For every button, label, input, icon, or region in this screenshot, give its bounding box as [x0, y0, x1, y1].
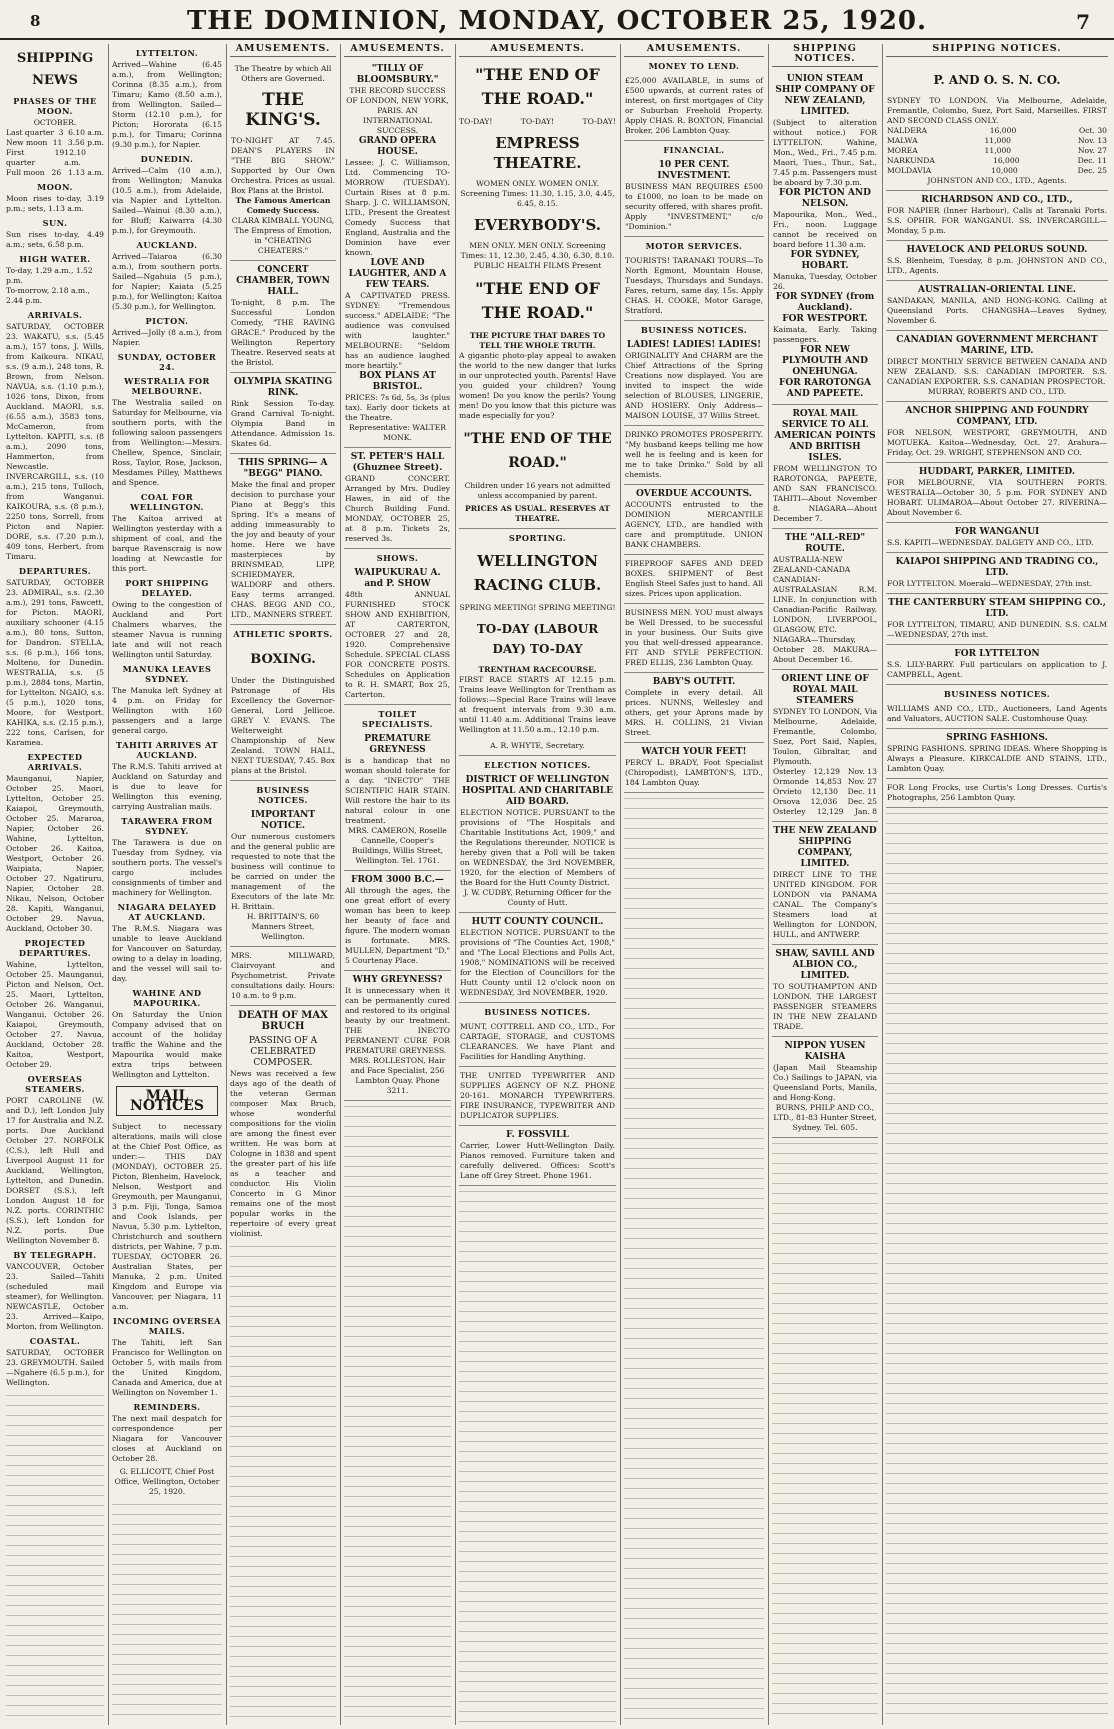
prices-line: PRICES AS USUAL. RESERVES AT THEATRE. [459, 501, 616, 529]
po-company-ad: P. AND O. S. N. CO. SYDNEY TO LONDON. Via Melbourne, Adelaide, Fremantle, Colombo, Suez, Port Said, Marseilles. FIRST AND SECOND CLASS ONLY. NALDERA 16,000 Oct. 30 MALWA 11,000 Nov. 13 MOREA 11,000 Nov. 27 NARKUNDA 16,000 Dec. 11 MOLDAVIA 10,000 Dec. 25 JOHNSTON AND CO., LTD., Agents. [886, 61, 1108, 191]
sunday-title: SUNDAY, OCTOBER 24. [117, 352, 217, 372]
nippon-yusen-ad: NIPPON YUSEN KAISHA (Japan Mail Steamship Co.) Sailings to JAPAN, via Queensland Ports, Manila, and Hong-Kong. BURNS, PHILP AND CO., LTD., 81-83 Hunter Street, Sydney. Tel. 605. [772, 1038, 878, 1138]
shows-heading: SHOWS. [376, 553, 419, 563]
tours-ad: TOURISTS! TARANAKI TOURS—To North Egmont, Mountain House, Tuesdays, Thursdays and Sundays. Fares, return, same day, 15s. Apply CHAS. H. COOKE, Motor Garage, Stratford. [624, 253, 764, 321]
typewriter-ad: THE UNITED TYPEWRITER AND SUPPLIES AGENCY OF N.Z. PHONE 20-161. MONARCH TYPEWRITERS. FIRE INSURANCE, TYPEWRITER AND DUPLICATOR SUPPLIES. [459, 1068, 616, 1126]
racing-meeting: SPRING MEETING! SPRING MEETING! [459, 603, 616, 612]
telegraph-text: VANCOUVER, October 23. Sailed—Tahiti (scheduled mail steamer), for Wellington. NEWCASTLE, October 23. Arrived—Kaipo, Morton, from Wellington. [6, 1262, 104, 1331]
money-to-lend-ad: £25,000 AVAILABLE, in sums of £500 upwards, at current rates of interest, on first mortgages of City or Suburban Freehold Property. Apply CHAS. R. BOXTON, Financial Broker, 206 Lambton Quay. [624, 73, 764, 141]
wanganui-ad: FOR WANGANUI S.S. KAPITI—WEDNESDAY. DALGETY AND CO., LTD. [886, 524, 1108, 553]
arrivals-title: ARRIVALS. [27, 310, 83, 320]
business-notices-heading: BUSINESS NOTICES. [640, 325, 748, 335]
fine-print-filler [112, 1500, 222, 1723]
high-water-title: HIGH WATER. [19, 254, 91, 264]
overseas-steamers-title: OVERSEAS STEAMERS. [25, 1074, 85, 1094]
drinko-ad: DRINKO PROMOTES PROSPERITY. "My husband keeps telling me how well he is feeling and is keen for me to take Drinko." Sold by all chemists. [624, 427, 764, 485]
tailor-ad: BUSINESS MEN. YOU must always be Well Dressed, to be successful in your business. Our Suits give you that well-dressed appearance. FIT AND STYLE PERFECTION. FRED ELLIS, 236 Lambton Quay. [624, 605, 764, 673]
wahine-text: On Saturday the Union Company advised that on account of the holiday traffic the Wahine and the Mapourika would make extra trips between Wellington and Lyttelton. [112, 1010, 222, 1079]
column-money-business [624, 44, 764, 1723]
max-bruch-article: News was received a few days ago of the death of the veteran German composer Max Bruch, whose wonderful compositions for the violin are among the finest ever written. He was born at Cologne in 1838 and spent the greater part of his life as a teacher and conductor. His Violin Concerto in G Minor remains one of the most popular works in the repertoire of every great violinist. [230, 1069, 336, 1238]
lyttelton-text: Arrived—Wahine (6.45 a.m.), from Wellington; Corinna (8.35 a.m.), from Timaru; Kamo (8.50 a.m.), from Wellington. Sailed—Storm (12.10 p.m.), for Picton; Hororata (6.15 p.m.), for Timaru; Corinna (9.30 p.m.), for Napier. [112, 60, 222, 149]
orient-row: Osterley 12,129 Nov. 13 [773, 767, 877, 776]
sun-text: Sun rises to-day, 4.49 a.m.; sets, 6.58 p.m. [6, 230, 104, 249]
business-notices-heading: BUSINESS NOTICES. [943, 689, 1051, 699]
po-row: MALWA 11,000 Nov. 13 [887, 136, 1107, 145]
kings-theatre-ad: The Theatre by which All Others are Governed. THE KING'S. TO-NIGHT AT 7.45. DEAN'S PLAYERS IN "THE BIG SHOW." Supported by Our Own Orchestra. Prices as usual. Box Plans at the Bristol. The Famous American Comedy Success. CLARA KIMBALL YOUNG, The Empress of Emotion, in "CHEATING CHEATERS." [230, 61, 336, 261]
today-row: TO-DAY! TO-DAY! TO-DAY! [459, 117, 616, 126]
tahiti-text: The R.M.S. Tahiti arrived at Auckland on Saturday and is due to leave for Wellington this evening, carrying Australian mails. [112, 762, 222, 811]
orient-row: Orsova 12,036 Dec. 25 [773, 797, 877, 806]
huddart-parker-ad: HUDDART, PARKER, LIMITED. FOR MELBOURNE, VIA SOUTHERN PORTS. WESTRALIA—October 30, 5 p.m. FOR SYDNEY AND HOBART. ULIMAROA—About October 27. RIVERINA—About November 6. [886, 464, 1108, 523]
phases-month: OCTOBER. [33, 118, 77, 127]
fine-print-filler [344, 1102, 451, 1723]
australian-oriental-ad: AUSTRALIAN-ORIENTAL LINE. SANDAKAN, MANILA, AND HONG-KONG. Calling at Queensland Ports. CHANGSHA—Leaves Sydney, November 6. [886, 282, 1108, 331]
lyttelton-title: LYTTELTON. [135, 48, 199, 58]
spring-fashions-ad: SPRING FASHIONS. SPRING FASHIONS. SPRING IDEAS. Where Shopping is Always a Pleasure. KIRKCALDIE AND STAINS, LTD., Lambton Quay. [886, 730, 1108, 779]
concert-chamber-ad: CONCERT CHAMBER, TOWN HALL. To-night, 8 p.m. The Successful London Comedy, "THE RAVING GRACE." Produced by the Wellington Repertory Theatre. Reserved seats at the Bristol. [230, 262, 336, 373]
end-of-road-text: A gigantic photo-play appeal to awaken the world to the new danger that lurks in our unprotected youth. Parents! Have you guided your children? Young women! Do you know the perils? Young men! Do you know that this picture was made especially for you? [459, 351, 616, 420]
westralia-text: The Westralia sailed on Saturday for Melbourne, via southern ports, with the following saloon passengers from Wellington:—Messrs. Chellew, Spence, Sinclair, Ross, Taylor, Rose, Jackson, Mesdames Pilley, Matthews and Spence. [112, 398, 222, 487]
canadian-government-ad: CANADIAN GOVERNMENT MERCHANT MARINE, LTD. DIRECT MONTHLY SERVICE BETWEEN CANADA AND NEW ZEALAND. S.S. CANADIAN IMPORTER. S.S. CANADIAN EXPORTER. S.S. CANADIAN PROSPECTOR. MURRAY, ROBERTS AND CO., LTD. [886, 332, 1108, 402]
arrivals-text: SATURDAY, OCTOBER 23. WAKATU, s.s. (5.45 a.m.), 157 tons, J. Wills, from Kaikoura. NIKAU, s.s. (9 a.m.), 248 tons, R. Brown, from Nelson. NAVUA, s.s. (1.10 p.m.), 1026 tons, Dixon, from Auckland. MAORI, s.s. (6.55 a.m.), 3583 tons, McCameron, from Lyttelton. KAPITI, s.s. (8 a.m.), 2090 tons, Hammerton, from Newcastle. INVERCARGILL, s.s. (10 a.m.), 215 tons, Tulloch, from Wanganui. KAIKOURA, s.s. (8 p.m.), 2250 tons, Sorrell, from Picton and Napier. DORE, s.s. (7.20 p.m.), 409 tons, Herbert, from Timaru. [6, 322, 104, 561]
column-shipping-news [6, 44, 104, 1723]
niagara-title: NIAGARA DELAYED AT AUCKLAND. [117, 902, 217, 922]
fine-print-filler [459, 1187, 616, 1723]
westralia-title: WESTRALIA FOR MELBOURNE. [124, 376, 210, 396]
end-of-road-title-3: "THE END OF THE ROAD." [463, 431, 612, 471]
tarawera-text: The Tarawera is due on Tuesday from Sydney, via southern ports. The vessel's cargo includes consignments of timber and machinery for Wellington. [112, 838, 222, 897]
overseas-steamers-text: PORT CAROLINE (W. and D.), left London July 17 for Australia and N.Z. ports. Due Auckland October 27. NORFOLK (C.S.), left Hull and Liverpool August 11 for Auckland, Wellington, Lyttelton, and Dunedin. DORSET (S.S.), left London August 18 for N.Z. ports. CORINTHIC (S.S.), left London for N.Z. ports. Due Wellington November 8. [6, 1096, 104, 1245]
tahiti-title: TAHITI ARRIVES AT AUCKLAND. [116, 740, 218, 760]
everybodys-title: EVERYBODY'S. [473, 216, 602, 234]
auckland-text: Arrived—Taiaroa (6.30 a.m.), from southern ports. Sailed—Ngahuia (5 p.m.), for Napier; Kaiata (5.25 p.m.), for Wellington; Kaitoa (5.30 p.m.), for Wellington. [112, 252, 222, 311]
foot-specialist-ad: WATCH YOUR FEET! PERCY L. BRADY, Foot Specialist (Chiropodist), LAMBTON'S, LTD., 184 Lambton Quay. [624, 744, 764, 793]
phase-row: First quarter 19 12.10 a.m. [6, 148, 87, 167]
wahine-title: WAHINE AND MAPOURIKA. [132, 988, 202, 1008]
reminders-title: REMINDERS. [133, 1402, 201, 1412]
phase-row: New moon 11 3.56 p.m. [6, 138, 104, 147]
column-rule [768, 44, 769, 1725]
shipping-notices-heading: SHIPPING NOTICES. [886, 44, 1108, 57]
toilet-specialists-heading: TOILET SPECIALISTS. [361, 709, 434, 729]
coal-text: The Kaitoa arrived at Wellington yesterday with a shipment of coal, and the barque Ravenscraig is now loading at Newcastle for this port. [112, 514, 222, 573]
beauty-ad: FROM 3000 B.C.— All through the ages, the one great effort of every woman has been to keep her beauty of face and figure. The modern woman is fortunate. MRS. MULLEN, Department "D," 5 Courtenay Place. [344, 872, 451, 971]
telegraph-title: BY TELEGRAPH. [13, 1250, 97, 1260]
fine-print-filler [772, 1139, 878, 1723]
departures-text: SATURDAY, OCTOBER 23. ADMIRAL, s.s. (2.30 a.m.), 291 tons, Fawcett, for Picton. MAORI, auxiliary schooner (4.15 a.m.), 80 tons, Sutton, for Dandron. STELLA, s.s. (6 p.m.), 166 tons, Molteno, for Dunedin. WESTRALIA, s.s. (5 p.m.), 2884 tons, Martin, for Lyttelton. NGAIO, s.s. (5 p.m.), 1020 tons, Moore, for Westport. KAHIKA, s.s. (2.15 p.m.), 222 tons, Carlsen, for Karamea. [6, 578, 104, 747]
amusements-heading: AMUSEMENTS. [624, 44, 764, 57]
mail-notices-text: Subject to necessary alterations, mails will close at the Chief Post Office, as under:— THIS DAY (MONDAY), OCTOBER 25. Picton, Blenheim, Havelock, Nelson, Westport and Greymouth, per Maunganui, 3 p.m. Fiji, Tonga, Samoa and Cook Islands, per Navua, 5.30 p.m. Lyttelton, Christchurch and southern districts, per Wahine, 7 p.m. TUESDAY, OCTOBER 26. Australian States, per Manuka, 2 p.m. United Kingdom and Europe via Vancouver, per Niagara, 11 a.m. [112, 1122, 222, 1311]
phases-list [6, 128, 104, 178]
frocks-ad: FOR Long Frocks, use Curtis's Long Dresses. Curtis's Photographs, 256 Lambton Quay. [886, 780, 1108, 808]
page-number: 7 [1076, 10, 1090, 34]
important-notice-ad: IMPORTANT NOTICE. Our numerous customers and the general public are requested to note that the business will continue to be carried on under the management of the Executors of the late Mr. H. Brittain. H. BRITTAIN'S, 60 Manners Street, Wellington. [230, 807, 336, 947]
health-films-line: PUBLIC HEALTH FILMS Present [473, 261, 602, 270]
column-shipping-notices-2 [886, 44, 1108, 1723]
orient-line-ad: ORIENT LINE OF ROYAL MAIL STEAMERS SYDNEY TO LONDON, Via Melbourne, Adelaide, Fremantle, Colombo, Suez, Port Said, Naples, Toulon, Gibraltar, and Plymouth. Osterley 12,129 Nov. 13 Ormonde 14,853 Nov. 27 Orvieto 12,130 Dec. 11 Orsova 12,036 Dec. 25 Osterley 12,129 Jan. 8 [772, 671, 878, 822]
canterbury-steamship-ad: THE CANTERBURY STEAM SHIPPING CO., LTD. FOR LYTTELTON, TIMARU, AND DUNEDIN. S.S. CALM—WEDNESDAY, 27th inst. [886, 595, 1108, 645]
kings-title: THE KING'S. [245, 90, 321, 130]
begg-piano-ad: THIS SPRING— A "BEGG" PIANO. Make the final and proper decision to purchase your Piano at Begg's this Spring. It's a means of adding immeasurably to the joy and beauty of your home. Here we have masterpieces by BRINSMEAD, LIPP, SCHIEDMAYER, WALDORF and others. Easy terms arranged. CHAS. BEGG AND CO., LTD., MANNERS STREET. [230, 455, 336, 625]
end-of-road-title-2: "THE END OF THE ROAD." [475, 279, 600, 322]
manuka-text: The Manuka left Sydney at 4 p.m. on Friday for Wellington with 160 passengers and a large general cargo. [112, 686, 222, 735]
column-rule [882, 44, 883, 1725]
amusements-heading: AMUSEMENTS. [344, 44, 451, 57]
po-row: MOLDAVIA 10,000 Dec. 25 [887, 166, 1107, 175]
picton-title: PICTON. [145, 316, 189, 326]
coastal-text: SATURDAY, OCTOBER 23. GREYMOUTH. Sailed—Ngahere (6.5 p.m.), for Wellington. [6, 1348, 104, 1387]
dunedin-text: Arrived—Calm (10 a.m.), from Wellington; Manuka (10.5 a.m.), from Adelaide, via Napier and Lyttelton. Sailed—Wainui (8.30 a.m.), for Bluff; Kaiwarra (4.30 p.m.), for Greymouth. [112, 166, 222, 235]
coal-title: COAL FOR WELLINGTON. [130, 492, 204, 512]
shaw-savill-ad: SHAW, SAVILL AND ALBION CO., LIMITED. TO SOUTHAMPTON AND LONDON. THE LARGEST PASSENGER STEAMERS IN THE NEW ZEALAND TRADE. [772, 946, 878, 1037]
column-rule [620, 44, 621, 1725]
shipping-news-title: SHIPPING NEWS [16, 51, 94, 88]
amusements-heading: AMUSEMENTS. [230, 44, 336, 57]
empress-theatre-title: EMPRESS THEATRE. [493, 134, 582, 172]
nz-shipping-company-ad: THE NEW ZEALAND SHIPPING COMPANY, LIMITED. DIRECT LINE TO THE UNITED KINGDOM. FOR LONDON via PANAMA CANAL. The Company's Steamers load at Wellington for LONDON, HULL, and ANTWERP. [772, 823, 878, 945]
babys-outfit-ad: BABY'S OUTFIT. Complete in every detail. All prices. NUNNS, Wellesley and others, get your Aprons made by MRS. H. COLLINS, 21 Vivian Street. [624, 674, 764, 743]
expected-arrivals-text: Maunganui, Napier, October 25. Maori, Lyttelton, October 25. Kaiapoi, Greymouth, October 25. Mararoa, Napier, October 26. Wahine, Lyttelton, October 26. Kaitoa, Westport, October 26. Waipiata, Napier, October 27. Ngatiruru, Napier, October 28. Nikau, Nelson, October 28. Kapiti, Wanganui, October 29. Navua, Auckland, October 30. [6, 774, 104, 933]
phases-title: PHASES OF THE MOON. [13, 96, 97, 116]
business-notices-heading: BUSINESS NOTICES. [484, 1007, 591, 1017]
po-row: MOREA 11,000 Nov. 27 [887, 146, 1107, 155]
auckland-title: AUCKLAND. [136, 240, 198, 250]
investment-ad: 10 PER CENT. INVESTMENT. BUSINESS MAN REQUIRES £500 to £1000, no loan to be made on security offered, with shares profit. Apply "INVESTMENT," c/o "Dominion." [624, 157, 764, 237]
column-amusements-1 [230, 44, 336, 1723]
orient-row: Osterley 12,129 Jan. 8 [773, 807, 877, 816]
auctioneer-ad: WILLIAMS AND CO., LTD., Auctioneers, Land Agents and Valuators, AUCTION SALE. Customhouse Quay. [886, 701, 1108, 729]
column-rule [108, 44, 109, 1725]
richardson-ad: RICHARDSON AND CO., LTD., FOR NAPIER (Inner Harbour), Calls at Taranaki Ports. S.S. OPHIR. FOR WANGANUI. SS. INVERCARGILL—Monday, 5 p.m. [886, 192, 1108, 241]
column-rule [226, 44, 227, 1725]
everybodys-text: MEN ONLY. MEN ONLY. Screening Times: 11, 12.30, 2.45, 4.30, 6.30, 8.10. [460, 241, 615, 260]
st-peters-concert-ad: ST. PETER'S HALL (Ghuznee Street). GRAND CONCERT. Arranged by Mrs. Dudley Hawes, in aid of the Church Building Fund. MONDAY, OCTOBER 25, at 8 p.m. Tickets 2s, reserved 3s. [344, 449, 451, 549]
why-greyness-ad: WHY GREYNESS? It is unnecessary when it can be permanently cured and restored to its original beauty by our treatment. THE INECTO PERMANENT CURE FOR PREMATURE GREYNESS. MRS. ROLLESTON, Hair and Face Specialist, 256 Lambton Quay. Phone 3211. [344, 972, 451, 1101]
union-company-ad: UNION STEAM SHIP COMPANY OF NEW ZEALAND, LIMITED. (Subject to alteration without notice.) FOR LYTTELTON. Wahine, Mon., Wed., Fri., 7.45 p.m. Maori, Tues., Thur., Sat., 7.45 p.m. Passengers must be aboard by 7.30 p.m. FOR PICTON AND NELSON. Mapourika, Mon., Wed., Fri., noon. Luggage cannot be received on board before 11.30 a.m. FOR SYDNEY, HOBART. Manuka, Tuesday, October 26. FOR SYDNEY (from Auckland). FOR WESTPORT. Kaimata, Early. Taking passengers. FOR NEW PLYMOUTH AND ONEHUNGA. FOR RAROTONGA AND PAPEETE. [772, 71, 878, 405]
safes-ad: FIREPROOF SAFES AND DEED BOXES. SHIPMENT of Best English Steel Safes just to hand. All sizes. Prices upon application. [624, 556, 764, 604]
royal-mail-ad: ROYAL MAIL SERVICE TO ALL AMERICAN POINTS AND BRITISH ISLES. FROM WELLINGTON TO RAROTONGA, PAPEETE, AND SAN FRANCISCO. TAHITI—About November 8. NIAGARA—About December 7. [772, 406, 878, 529]
projected-departures-text: Wahine, Lyttelton, October 25. Maunganui, Picton and Nelson, Oct. 25. Maori, Lyttelton, October 26. Wanganui, Wanganui, October 26. Kaiapoi, Greymouth, October 27. Navua, Auckland, October 28. Kaitoa, Westport, October 29. [6, 960, 104, 1069]
coastal-title: COASTAL. [29, 1336, 81, 1346]
ladies-ad: LADIES! LADIES! LADIES! ORIGINALITY And CHARM are the Chief Attractions of the Spring Creations now displayed. You are invited to inspect the wide selection of BLOUSES, LINGERIE, AND HOSIERY. Only Address— MAISON LOUISE, 37 Willis Street. [624, 337, 764, 426]
athletic-sports-heading: ATHLETIC SPORTS. [233, 629, 333, 639]
column-rule [340, 44, 341, 1725]
high-water-line: To-morrow, 2.18 a.m., 2.44 p.m. [6, 286, 90, 305]
empress-text: WOMEN ONLY. WOMEN ONLY. Screening Times: 11.30, 1.15, 3.0, 4.45, 6.45, 8.15. [460, 179, 615, 208]
column-amusements-3 [459, 44, 616, 1723]
po-row: NARKUNDA 16,000 Dec. 11 [887, 156, 1107, 165]
hospital-board-notice: DISTRICT OF WELLINGTON HOSPITAL AND CHARITABLE AID BOARD. ELECTION NOTICE. PURSUANT to the provisions of "The Hospitals and Charitable Institutions Act, 1909," and the Regulations thereunder, NOTICE is hereby given that a Poll will be taken on WEDNESDAY, the 3rd NOVEMBER, 1920, for the election of Members of the Board for the Hutt County District. J. W. CUDBY, Returning Officer for the County of Hutt. [459, 772, 616, 913]
fine-print-filler [6, 1391, 104, 1723]
masthead-title: THE DOMINION, MONDAY, OCTOBER 25, 1920. [186, 6, 928, 36]
masthead [0, 0, 1114, 40]
cartage-ad: MUNT, COTTRELL AND CO., LTD., For CARTAGE, STORAGE, and CUSTOMS CLEARANCES. We have Plant and Facilities for Handling Anything. [459, 1019, 616, 1067]
orient-row: Orvieto 12,130 Dec. 11 [773, 787, 877, 796]
picton-text: Arrived—Jolly (8 a.m.), from Napier. [112, 328, 222, 347]
projected-departures-title: PROJECTED DEPARTURES. [18, 938, 92, 958]
kaiapoi-shipping-ad: KAIAPOI SHIPPING AND TRADING CO., LTD. FOR LYTTELTON. Moeraki—WEDNESDAY, 27th inst. [886, 554, 1108, 594]
high-water-line: To-day, 1.29 a.m., 1.52 p.m. [6, 266, 93, 285]
racing-signature: A. R. WHYTE, Secretary. [459, 738, 616, 756]
max-bruch-headline: DEATH OF MAX BRUCH [238, 1010, 328, 1032]
end-of-road-title: "THE END OF THE ROAD." [475, 65, 600, 108]
racing-course: TRENTHAM RACECOURSE. [478, 665, 597, 674]
amusements-heading: AMUSEMENTS. [459, 44, 616, 57]
carrier-ad: F. FOSSVILL Carrier, Lower Hutt-Wellington Daily. Pianos removed. Furniture taken and carefully delivered. Offices: Scott's Lane off Grey Street. Phone 1961. [459, 1127, 616, 1186]
end-of-road-note: Children under 16 years not admitted unless accompanied by parent. [464, 481, 611, 500]
incoming-mails-text: The Tahiti, left San Francisco for Wellington on October 5, with mails from the United Kingdom, Canada and America, due at Wellington on November 1. [112, 1338, 222, 1397]
phase-row: Last quarter 3 6.10 a.m. [6, 128, 104, 137]
masthead-left-mark: 8 [30, 12, 41, 30]
greyness-ad: PREMATURE GREYNESS is a handicap that no woman should tolerate for a day. "INECTO" THE SCIENTIFIC HAIR STAIN. Will restore the hair to its natural colour in one treatment. MRS. CAMERON, Roselle Cannelle, Cooper's Buildings, Willis Street, Wellington. Tel. 1761. [344, 731, 451, 871]
sun-title: SUN. [42, 218, 68, 228]
overdue-accounts-ad: OVERDUE ACCOUNTS. ACCOUNTS entrusted to the DOMINION MERCANTILE AGENCY, LTD., are handled with care and promptitude. UNION BANK CHAMBERS. [624, 486, 764, 555]
financial-heading: FINANCIAL. [663, 145, 725, 155]
business-notices-heading: BUSINESS NOTICES. [256, 785, 310, 805]
orient-row: Ormonde 14,853 Nov. 27 [773, 777, 877, 786]
niagara-text: The R.M.S. Niagara was unable to leave Auckland for Vancouver on Saturday, owing to a delay in loading, and the vessel will sail to-day. [112, 924, 222, 983]
mail-notices-title: MAIL NOTICES [116, 1086, 218, 1116]
hutt-county-notice: HUTT COUNTY COUNCIL. ELECTION NOTICE. PURSUANT to the provisions of "The Counties Act, 1908," and "The Local Elections and Polls Act, 1908," NOMINATIONS will be received for the Election of Councillors for the Hutt County until 12 o'clock noon on WEDNESDAY, 3rd NOVEMBER, 1920. [459, 914, 616, 1003]
manuka-title: MANUKA LEAVES SYDNEY. [122, 664, 212, 684]
column-shipping-notices-1 [772, 44, 878, 1723]
boxing-ad: BOXING. Under the Distinguished Patronage of His Excellency the Governor-General, Lord Jellicoe. GREY V. EVANS. The Welterweight Championship of New Zealand. TOWN HALL, NEXT TUESDAY, 7.45. Box plans at the Bristol. [230, 641, 336, 781]
end-of-road-subtitle: THE PICTURE THAT DARES TO TELL THE WHOLE TRUTH. [469, 331, 606, 350]
column-rule [455, 44, 456, 1725]
moon-title: MOON. [37, 182, 73, 192]
shipping-notices-heading: SHIPPING NOTICES. [772, 44, 878, 67]
dunedin-title: DUNEDIN. [140, 154, 194, 164]
max-bruch-subhead: PASSING OF A CELEBRATED COMPOSER. [248, 1036, 318, 1068]
lyttelton-ad: FOR LYTTELTON S.S. LILY-BARRY. Full particulars on application to J. CAMPBELL, Agent. [886, 646, 1108, 685]
skating-rink-ad: OLYMPIA SKATING RINK. Rink Session To-day. Grand Carnival To-night. Olympia Band in Attendance. Admission 1s. Skates 6d. [230, 374, 336, 454]
clairvoyant-ad: MRS. MILLWARD, Clairvoyant and Psychometrist. Private consultations daily. Hours: 10 a.m. to 9 p.m. [230, 948, 336, 1006]
all-red-route-ad: THE "ALL-RED" ROUTE. AUSTRALIA-NEW ZEALAND-CANADA CANADIAN-AUSTRALASIAN R.M. LINE. In conjunction with Canadian-Pacific Railway. LONDON, LIVERPOOL, GLASGOW, ETC. NIAGARA—Thursday, October 28. MAKURA—About December 16. [772, 530, 878, 670]
fine-print-filler [230, 1242, 336, 1723]
havelock-ad: HAVELOCK AND PELORUS SOUND. S.S. Blenheim, Tuesday, 8 p.m. JOHNSTON AND CO., LTD., Agents. [886, 242, 1108, 281]
racing-club-title: WELLINGTON RACING CLUB. [473, 552, 602, 594]
opera-house-ad: "TILLY OF BLOOMSBURY." THE RECORD SUCCESS OF LONDON, NEW YORK, PARIS. AN INTERNATIONAL SUCCESS. GRAND OPERA HOUSE. Lessee: J. C. Williamson, Ltd. Commencing TO-MORROW (TUESDAY). Curtain Rises at 8 p.m. Sharp. J. C. WILLIAMSON, LTD., Present the Greatest Comedy Success that England, Australia and the Dominion have ever known. LOVE AND LAUGHTER, AND A FEW TEARS. A CAPTIVATED PRESS. SYDNEY: "Tremendous success." ADELAIDE: "The audience was convulsed with laughter." MELBOURNE: "Seldom has an audience laughed more heartily." BOX PLANS AT BRISTOL. PRICES: 7s 6d, 5s, 3s (plus tax). Early door tickets at the Theatre. Representative: WALTER MONK. [344, 61, 451, 448]
sporting-heading: SPORTING. [508, 533, 567, 543]
fine-print-filler [624, 794, 764, 1723]
anchor-shipping-ad: ANCHOR SHIPPING AND FOUNDRY COMPANY, LTD. FOR NELSON, WESTPORT, GREYMOUTH, AND MOTUEKA. Kaitoa—Wednesday, Oct. 27. Arahura—Friday, Oct. 29. WRIGHT, STEPHENSON AND CO. [886, 403, 1108, 463]
expected-arrivals-title: EXPECTED ARRIVALS. [27, 752, 83, 772]
moon-text: Moon rises to-day, 3.19 p.m.; sets, 1.13 a.m. [6, 194, 104, 213]
money-to-lend-heading: MONEY TO LEND. [648, 61, 740, 71]
phase-row: Full moon 26 1.13 a.m. [6, 168, 104, 177]
po-row: NALDERA 16,000 Oct. 30 [887, 126, 1107, 135]
postmaster-signature: G. ELLICOTT, Chief Post Office, Wellington, October 25, 1920. [114, 1467, 220, 1496]
reminders-text: The next mail despatch for correspondence per Niagara for Vancouver closes at Auckland on October 28. [112, 1414, 222, 1463]
motor-services-heading: MOTOR SERVICES. [645, 241, 743, 251]
stock-show-ad: WAIPUKURAU A. and P. SHOW 48th ANNUAL FURNISHED STOCK SHOW AND EXHIBITION, AT CARTERTON, OCTOBER 27 and 28, 1920. Comprehensive Schedule. SPECIAL CLASS FOR CONCRETE POSTS. Schedules on Application to R. H. SMART, Box 25, Carterton. [344, 565, 451, 705]
departures-title: DEPARTURES. [18, 566, 92, 576]
column-amusements-2 [344, 44, 451, 1723]
column-port-telegrams [112, 44, 222, 1723]
racing-text: FIRST RACE STARTS AT 12.15 p.m. Trains leave Wellington for Trentham as follows:—Special Race Trains will leave at frequent intervals from 9.30 a.m. until 11.40 a.m. Additional Trains leave Wellington at 11.50 a.m., 12.10 p.m. [459, 675, 616, 734]
fine-print-filler [886, 809, 1108, 1723]
election-notices-heading: ELECTION NOTICES. [484, 760, 591, 770]
racing-today: TO-DAY (LABOUR DAY) TO-DAY [476, 622, 599, 656]
delayed-title: PORT SHIPPING DELAYED. [125, 578, 209, 598]
incoming-mails-title: INCOMING OVERSEA MAILS. [112, 1316, 222, 1336]
tarawera-title: TARAWERA FROM SYDNEY. [121, 816, 213, 836]
delayed-text: Owing to the congestion of Auckland and Port Chalmers wharves, the steamer Navua is running late and will not reach Wellington until Saturday. [112, 600, 222, 659]
